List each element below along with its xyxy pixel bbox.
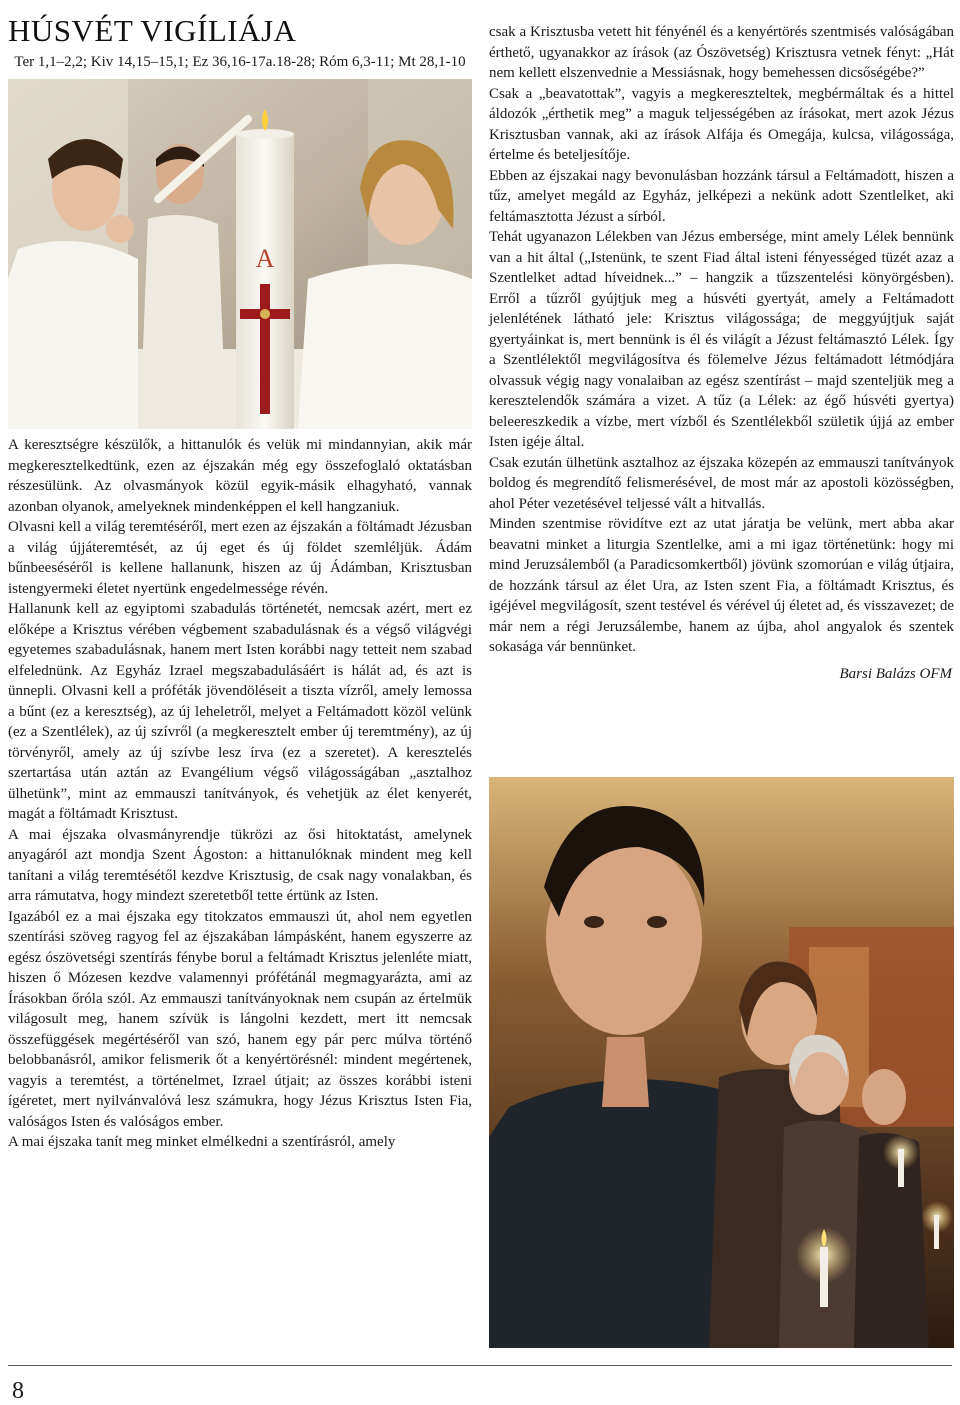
- paragraph: Olvasni kell a világ teremtéséről, mert ezen az éjszakán a föltámadt Jézusban a világ újjáteremtését, az új eget és új földet szemléljük. Ádám bűnbeeséséről is kellene hallanunk, hiszen az új Ádámban, Krisztusban istengyermeki életet nyertünk engedelmessége révén.: [8, 519, 472, 597]
- left-body-text: [8, 435, 472, 1153]
- left-column: [8, 14, 472, 1153]
- paragraph: Ebben az éjszakai nagy bevonulásban hozzánk társul a Feltámadott, hiszen a tűz, amelyet megáld az Egyház, jelképezi a nekünk adott Szentlelket, aki feltámasztotta Jézust a sírból.: [489, 167, 954, 225]
- paragraph: csak a Krisztusba vetett hit fényénél és a kenyértörés szentmisés valóságában érthető, ugyanakkor az írások (az Ószövetség) Krisztusra vetnek fényt: „Hát nem kellett elszenvednie a Messiásnak, hogy bemehessen dicsőségébe?”: [489, 24, 954, 81]
- page-number: 8: [12, 1378, 24, 1404]
- right-column: [489, 22, 954, 683]
- photo-congregation-candles: [489, 777, 954, 1348]
- easter-candle-illustration: [8, 79, 472, 429]
- photo-easter-candle: [8, 79, 472, 429]
- paragraph: Minden szentmise rövidítve ezt az utat járatja be velünk, mert abba akar beavatni minket a liturgia Szentlelke, ami a mi igaz történetünk: hogy mi mind Jeruzsálemből (a Paradicsomkertből) jövünk szomorúan e világ útjaira, de hozzánk társul az élet Ura, az Isten szent Fia, a föltámadt Krisztus, és igéjével megvilágosít, szent testével és vérével új életet ad, és visszavezet; de már nem a régi Jeruzsálembe, hanem az újba, ahol angyalok és szentek sokasága vár bennünket.: [489, 516, 954, 655]
- paragraph: Tehát ugyanazon Lélekben van Jézus embersége, mint amely Lélek bennünk van a hit által („Istenünk, te szent Fiad által isteni fényességed tüzét azaz a Szentlelket adtad híveidnek...” – hangzik a tűzszentelési könyörgésben). Erről a tűzről gyújtjuk meg a húsvéti gyertyát, amely a Feltámadott jelenlétének látható jele: Krisztus világossága; de meggyújtjuk saját gyertyáinkat is, mert bennünk is él és világít a Jézust feltámasztó Lélek. Így a Szentlélektől megvilágosítva és fölemelve Jézus feltámadott létmódjára olvassuk végig nagy vonalaiban az egész szentírást – majd szenteljük meg a keresztelendők számára a vizet. A tűz (a Lélek: az égő húsvéti gyertya) beleereszkedik a vízbe, mert vízből és Szentlélekből születik újjá az ember Isten igéje által.: [489, 229, 954, 450]
- author-signature: Barsi Balázs OFM: [839, 665, 952, 682]
- paragraph: Csak ezután ülhetünk asztalhoz az éjszaka közepén az emmauszi tanítványok boldog és megrendítő felismerésével, de most már az apostoli közösségben, ahol Péter vezetésével teljessé vált a hitvallás.: [489, 454, 954, 512]
- congregation-illustration: [489, 777, 954, 1348]
- footer-divider: [8, 1365, 952, 1366]
- page-title: HÚSVÉT VIGÍLIÁJA: [8, 13, 297, 48]
- paragraph: A mai éjszaka tanít meg minket elmélkedni a szentírásról, amely: [8, 1134, 396, 1151]
- scripture-references: Ter 1,1–2,2; Kiv 14,15–15,1; Ez 36,16-17a.18-28; Róm 6,3-11; Mt 28,1-10: [14, 54, 466, 71]
- paragraph: Csak a „beavatottak”, vagyis a megkereszteltek, megbérmáltak és a hittel áldozók „érthetik meg” a maguk teljességében az írásokat, mert azok Jézus Krisztusban vannak, aki az írások Alfája és Omegája, kulcsa, világossága, értelme és beteljesítője.: [489, 85, 954, 163]
- paragraph: Hallanunk kell az egyiptomi szabadulás történetét, nemcsak azért, mert ez előképe a Krisztus vérében végbement szabadulásnak és a végső világvégi egyetemes szabadulásnak, hanem mert Isten korábbi nagy tetteit nem szabad elfelednünk. Az Egyház Izrael megszabadulásáért is hálát ad, és azt is ünnepli. Olvasni kell a próféták jövendöléseit a tiszta vízről, amely lemossa a bűnt (ez a keresztség), az új leheletről, melyet a Feltámadott közöl velünk (ez a Szentlélek), az új szívről (a megkeresztelt ember új teremtmény), az új törvényről, amely az új szívbe lesz írva (ez a szeretet). A keresztelés szertartása után aztán az Evangélium végső világosságában „asztalhoz ülhetünk”, mint az emmauszi tanítványok, és vehetjük az élet kenyerét, magát a föltámadt Krisztust.: [8, 601, 472, 823]
- paragraph: Igazából ez a mai éjszaka egy titokzatos emmauszi út, ahol nem egyetlen szentírási szöveg ragyog fel az éjszakában lámpásként, hanem egyszerre az egész ószövetségi szentírás fénybe borul a feltámadt Krisztus jelenléte miatt, hiszen ő Mózesen kezdve valamennyi prófétánál megmagyarázta, ami az Írásokban őróla szól. Az emmauszi tanítványoknak nem csupán az értelmük világosult meg, hanem szívük is lángolni kezdett, mert itt nemcsak összefüggések megértéséről van szó, hanem egy pár perc múlva történő belobbanásról, amikor felismerik őt a kenyértörésnél: mindent megértenek, vagyis a teremtést, a történelmet, Izrael útjait; az összes korábbi isteni ígéretet, mert nyilvánvalóvá lesz számukra, hogy Jézus Krisztus Isten Fia, valóságos Isten és valóságos ember.: [8, 908, 472, 1130]
- paragraph: A mai éjszaka olvasmányrendje tükrözi az ősi hitoktatást, amelynek anyagáról azt mondja Szent Ágoston: a hittanulóknak mindent meg kell tanítani a világ teremtésétől kezdve Krisztusig, de csak nagy vonalakban, és arra rámutatva, hogy mindezt szeretetből tette értünk az Isten.: [8, 826, 472, 905]
- paragraph: A keresztségre készülők, a hittanulók és velük mi mindannyian, akik már megkeresztelkedtünk, ezen az éjszakán még egy összefoglaló oktatásban részesülünk. Az olvasmányok közül egyik-másik elhagyható, vannak azonban olyanok, amelyeknek mindenképpen el kell hangzaniuk.: [8, 437, 472, 515]
- candle-alpha: A: [255, 244, 275, 274]
